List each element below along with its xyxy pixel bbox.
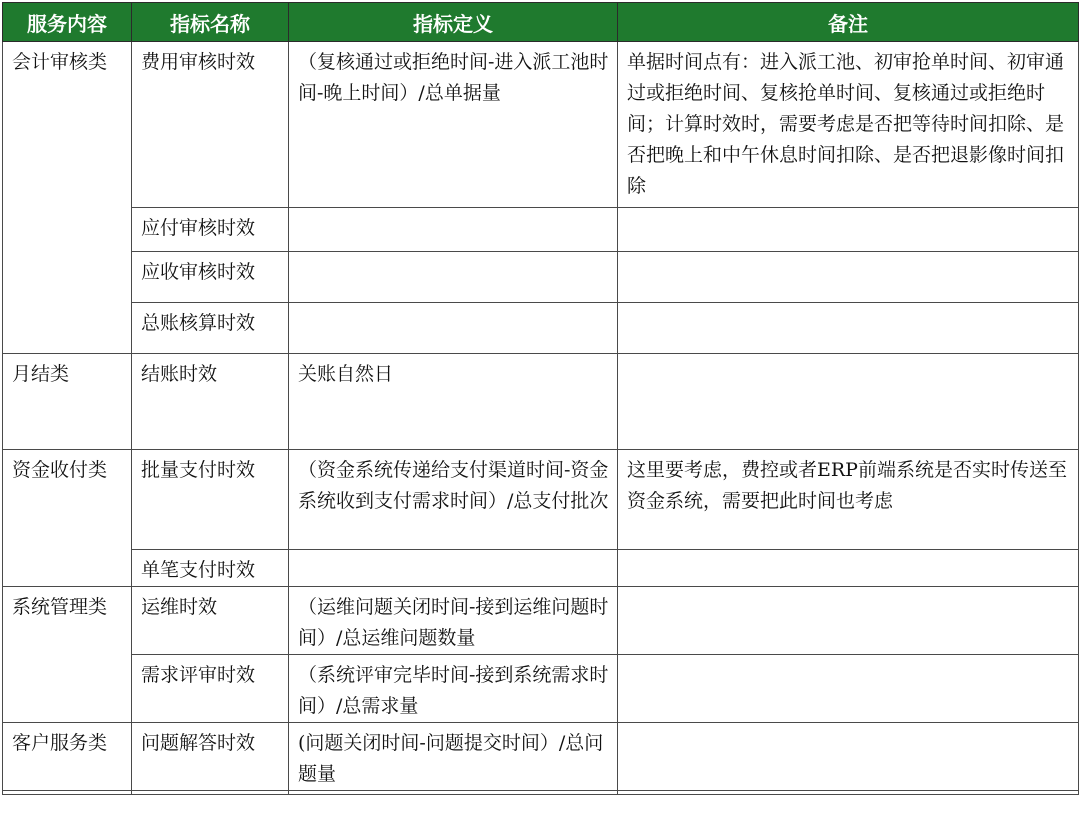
- category-cell: 客户服务类: [3, 723, 132, 791]
- note-cell: 这里要考虑，费控或者ERP前端系统是否实时传送至资金系统，需要把此时间也考虑: [618, 450, 1079, 550]
- kpi-definition-cell: （运维问题关闭时间-接到运维问题时间）/总运维问题数量: [289, 587, 618, 655]
- table-row: [3, 303, 1079, 354]
- kpi-name-cell: 应收审核时效: [132, 252, 289, 303]
- kpi-name-cell: 问题解答时效: [132, 723, 289, 791]
- note-cell: [618, 208, 1079, 252]
- header-kpi-name: 指标名称: [132, 3, 289, 42]
- category-cell: [3, 252, 132, 303]
- note-cell: 单据时间点有：进入派工池、初审抢单时间、初审通过或拒绝时间、复核抢单时间、复核通过或拒绝时间；计算时效时，需要考虑是否把等待时间扣除、是否把晚上和中午休息时间扣除、是否把退影像时间扣除: [618, 42, 1079, 208]
- table-row: [3, 450, 1079, 550]
- table-row: [3, 252, 1079, 303]
- header-row: [3, 3, 1079, 42]
- table-row: [3, 354, 1079, 450]
- kpi-name-cell: 应付审核时效: [132, 208, 289, 252]
- category-cell: 会计审核类: [3, 42, 132, 208]
- table-row: [3, 550, 1079, 587]
- header-service: 服务内容: [3, 3, 132, 42]
- category-cell: 系统管理类: [3, 587, 132, 655]
- category-cell: 月结类: [3, 354, 132, 450]
- category-cell: [3, 303, 132, 354]
- table-row: [3, 655, 1079, 723]
- empty-cell: [132, 791, 289, 795]
- table-row: [3, 208, 1079, 252]
- kpi-name-cell: 单笔支付时效: [132, 550, 289, 587]
- note-cell: [618, 550, 1079, 587]
- kpi-name-cell: 结账时效: [132, 354, 289, 450]
- table-row: [3, 42, 1079, 208]
- header-note: 备注: [618, 3, 1079, 42]
- kpi-definition-cell: [289, 550, 618, 587]
- kpi-definition-cell: 关账自然日: [289, 354, 618, 450]
- note-cell: [618, 252, 1079, 303]
- table-row: [3, 587, 1079, 655]
- kpi-definition-cell: [289, 303, 618, 354]
- note-cell: [618, 354, 1079, 450]
- header-kpi-definition: 指标定义: [289, 3, 618, 42]
- kpi-definition-cell: （资金系统传递给支付渠道时间-资金系统收到支付需求时间）/总支付批次: [289, 450, 618, 550]
- empty-cell: [618, 791, 1079, 795]
- note-cell: [618, 587, 1079, 655]
- kpi-definition-cell: [289, 252, 618, 303]
- empty-cell: [3, 791, 132, 795]
- kpi-definition-cell: （系统评审完毕时间-接到系统需求时间）/总需求量: [289, 655, 618, 723]
- empty-cell: [289, 791, 618, 795]
- note-cell: [618, 723, 1079, 791]
- note-cell: [618, 303, 1079, 354]
- kpi-definition-cell: (问题关闭时间-问题提交时间）/总问题量: [289, 723, 618, 791]
- category-cell: [3, 208, 132, 252]
- category-cell: 资金收付类: [3, 450, 132, 550]
- kpi-table: [2, 2, 1079, 795]
- kpi-name-cell: 费用审核时效: [132, 42, 289, 208]
- kpi-name-cell: 运维时效: [132, 587, 289, 655]
- kpi-name-cell: 需求评审时效: [132, 655, 289, 723]
- category-cell: [3, 655, 132, 723]
- kpi-definition-cell: [289, 208, 618, 252]
- kpi-definition-cell: （复核通过或拒绝时间-进入派工池时间-晚上时间）/总单据量: [289, 42, 618, 208]
- table-row: [3, 723, 1079, 791]
- kpi-name-cell: 批量支付时效: [132, 450, 289, 550]
- table-row-tail: [3, 791, 1079, 795]
- kpi-name-cell: 总账核算时效: [132, 303, 289, 354]
- category-cell: [3, 550, 132, 587]
- note-cell: [618, 655, 1079, 723]
